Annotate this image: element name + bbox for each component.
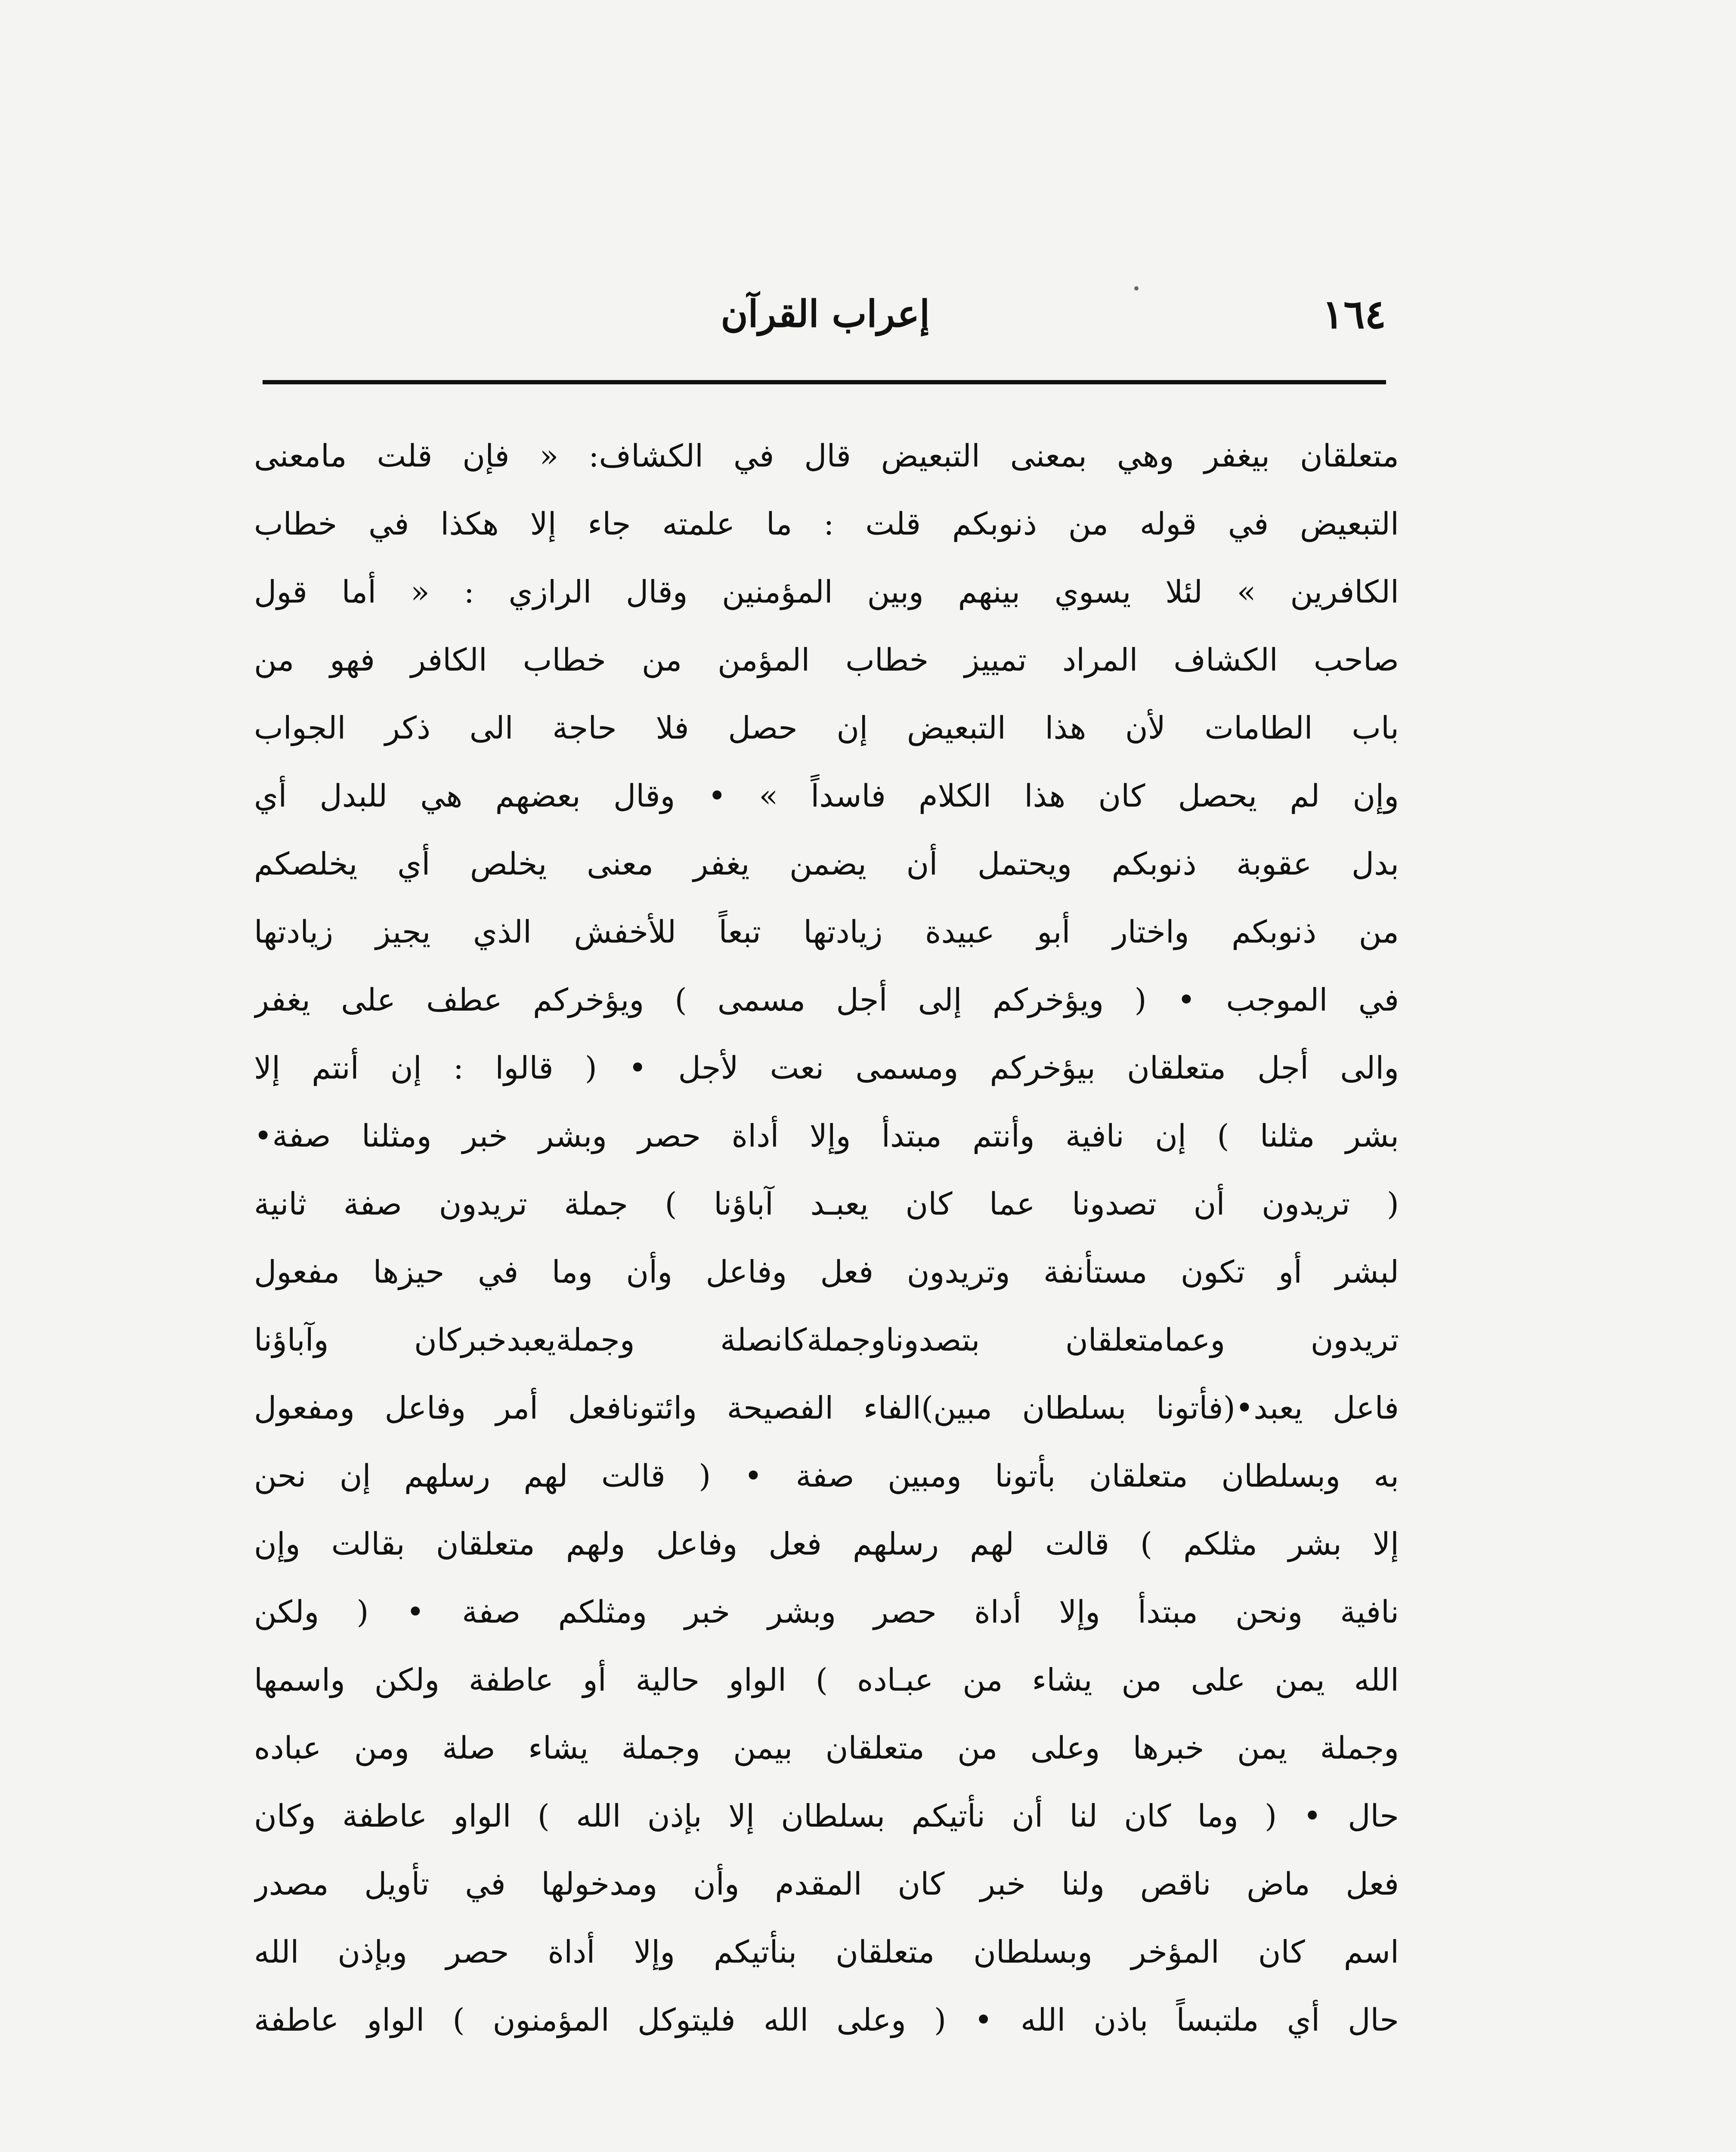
page-number: ١٦٤ xyxy=(1322,291,1386,337)
text-line-7: بدل عقوبة ذنوبكم ويحتمل أن يضمن يغفر معنى يخلص أي يخلصكم xyxy=(254,846,1399,882)
text-line-4: صاحب الكشاف المراد تمييز خطاب المؤمن من خطاب الكافر فهو من xyxy=(254,642,1399,678)
text-line-10: والى أجل متعلقان بيؤخركم ومسمى نعت لأجل • ( قالوا : إن أنتم إلا xyxy=(254,1050,1399,1086)
text-line-11: بشر مثلنا ) إن نافية وأنتم مبتدأ وإلا أداة حصر وبشر خبر ومثلنا صفة• xyxy=(254,1118,1399,1154)
header-divider xyxy=(263,380,1386,384)
text-line-13: لبشر أو تكون مستأنفة وتريدون فعل وفاعل وأن وما في حيزها مفعول xyxy=(254,1254,1399,1290)
text-line-1: متعلقان بيغفر وهي بمعنى التبعيض قال في الكشاف: « فإن قلت مامعنى xyxy=(254,438,1399,474)
text-line-20: وجملة يمن خبرها وعلى من متعلقان بيمن وجملة يشاء صلة ومن عباده xyxy=(254,1730,1399,1766)
text-line-19: الله يمن على من يشاء من عبـاده ) الواو حالية أو عاطفة ولكن واسمها xyxy=(254,1662,1399,1698)
text-line-8: من ذنوبكم واختار أبو عبيدة زيادتها تبعاً للأخفش الذي يجيز زيادتها xyxy=(254,914,1399,950)
text-line-21: حال • ( وما كان لنا أن نأتيكم بسلطان إلا بإذن الله ) الواو عاطفة وكان xyxy=(254,1798,1399,1834)
text-line-14: تريدون وعمامتعلقان بتصدوناوجملةكانصلة وجملةيعبدخبركان وآباؤنا xyxy=(254,1322,1399,1358)
text-line-15: فاعل يعبد•(فأتونا بسلطان مبين)الفاء الفصيحة وائتونافعل أمر وفاعل ومفعول xyxy=(254,1390,1399,1426)
ink-speck xyxy=(1134,286,1139,291)
text-line-17: إلا بشر مثلكم ) قالت لهم رسلهم فعل وفاعل ولهم متعلقان بقالت وإن xyxy=(254,1526,1399,1562)
text-line-22: فعل ماض ناقص ولنا خبر كان المقدم وأن ومدخولها في تأويل مصدر xyxy=(254,1866,1399,1902)
page-header xyxy=(263,282,1386,346)
text-line-24: حال أي ملتبساً باذن الله • ( وعلى الله فليتوكل المؤمنون ) الواو عاطفة xyxy=(254,2002,1399,2038)
body-text xyxy=(254,422,1399,2054)
text-line-9: في الموجب • ( ويؤخركم إلى أجل مسمى ) ويؤخركم عطف على يغفر xyxy=(254,982,1399,1018)
text-line-2: التبعيض في قوله من ذنوبكم قلت : ما علمته جاء إلا هكذا في خطاب xyxy=(254,506,1399,542)
text-line-5: باب الطامات لأن هذا التبعيض إن حصل فلا حاجة الى ذكر الجواب xyxy=(254,710,1399,746)
text-line-3: الكافرين » لئلا يسوي بينهم وبين المؤمنين وقال الرازي : « أما قول xyxy=(254,574,1399,610)
text-line-18: نافية ونحن مبتدأ وإلا أداة حصر وبشر خبر ومثلكم صفة • ( ولكن xyxy=(254,1594,1399,1630)
text-line-12: ( تريدون أن تصدونا عما كان يعبـد آباؤنا ) جملة تريدون صفة ثانية xyxy=(254,1186,1399,1222)
text-line-16: به وبسلطان متعلقان بأتونا ومبين صفة • ( قالت لهم رسلهم إن نحن xyxy=(254,1458,1399,1494)
text-line-6: وإن لم يحصل كان هذا الكلام فاسداً » • وقال بعضهم هي للبدل أي xyxy=(254,778,1399,814)
book-title: إعراب القرآن xyxy=(721,292,930,336)
text-line-23: اسم كان المؤخر وبسلطان متعلقان بنأتيكم وإلا أداة حصر وبإذن الله xyxy=(254,1934,1399,1970)
